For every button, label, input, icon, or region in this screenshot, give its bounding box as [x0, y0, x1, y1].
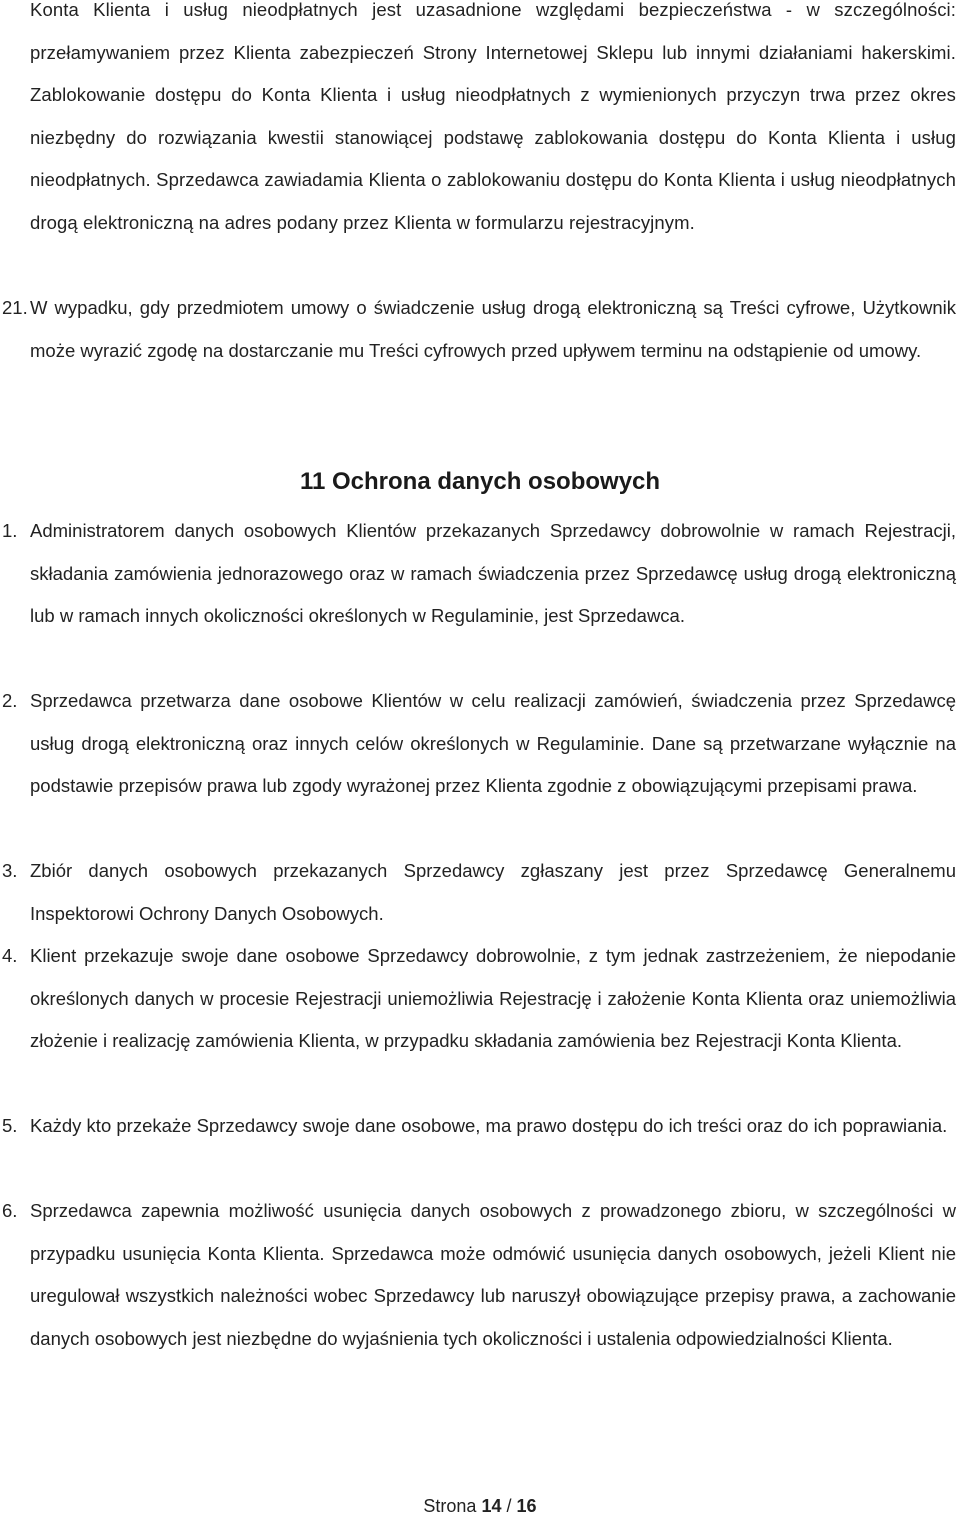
- page-label: Strona: [423, 1496, 477, 1516]
- list-text: Administratorem danych osobowych Klientów przekazanych Sprzedawcy dobrowolnie w ramach Rejestracji, składania zamówienia jednorazowego oraz w ramach świadczenia przez Sprzedawcę usług drogą elektroniczną lub w ramach innych okoliczności określonych w Regulaminie, jest Sprzedawca.: [30, 520, 956, 626]
- list-text: W wypadku, gdy przedmiotem umowy o świadczenie usług drogą elektroniczną są Treści cyfrowe, Użytkownik może wyrazić zgodę na dostarczanie mu Treści cyfrowych przed upływem terminu na odstąpienie od umowy.: [30, 297, 956, 361]
- list-text: Każdy kto przekaże Sprzedawcy swoje dane osobowe, ma prawo dostępu do ich treści oraz do ich poprawiania.: [30, 1115, 948, 1136]
- page-separator: /: [506, 1496, 512, 1516]
- list-item-21: [2, 287, 956, 372]
- page-number-total: 16: [516, 1496, 537, 1516]
- list-number: 1.: [2, 520, 18, 541]
- list-number: 2.: [2, 690, 18, 711]
- list-item: [2, 680, 956, 808]
- section-heading: [0, 462, 960, 502]
- page-footer: [0, 1490, 960, 1522]
- list-text: Sprzedawca przetwarza dane osobowe Klientów w celu realizacji zamówień, świadczenia przez Sprzedawcę usług drogą elektroniczną oraz innych celów określonych w Regulaminie. Dane są przetwarzane wyłącznie na podstawie przepisów prawa lub zgody wyrażonej przez Klienta zgodnie z obowiązującymi przepisami prawa.: [30, 690, 956, 796]
- paragraph-account-block: [30, 0, 956, 244]
- list-number: 4.: [2, 945, 18, 966]
- list-item: [2, 1190, 956, 1360]
- list-item: [2, 510, 956, 638]
- list-number: 21.: [2, 297, 28, 318]
- paragraph-text: Konta Klienta i usług nieodpłatnych jest uzasadnione względami bezpieczeństwa - w szczególności: przełamywaniem przez Klienta zabezpieczeń Strony Internetowej Sklepu lub innymi działaniami hakerskimi. Zablokowanie dostępu do Konta Klienta i usług nieodpłatnych z wymienionych przyczyn trwa przez okres niezbędny do rozwiązania kwestii stanowiącej podstawę zablokowania dostępu do Konta Klienta i usług nieodpłatnych. Sprzedawca zawiadamia Klienta o zablokowaniu dostępu do Konta Klienta i usług nieodpłatnych drogą elektroniczną na adres podany przez Klienta w formularzu rejestracyjnym.: [30, 0, 956, 233]
- list-item: [2, 935, 956, 1063]
- list-number: 6.: [2, 1200, 18, 1221]
- list-number: 5.: [2, 1115, 18, 1136]
- list-number: 3.: [2, 860, 18, 881]
- list-item: [2, 850, 956, 935]
- page-number-current: 14: [481, 1496, 502, 1516]
- list-text: Klient przekazuje swoje dane osobowe Sprzedawcy dobrowolnie, z tym jednak zastrzeżeniem, że niepodanie określonych danych w procesie Rejestracji uniemożliwia Rejestrację i założenie Konta Klienta oraz uniemożliwia złożenie i realizację zamówienia Klienta, w przypadku składania zamówienia bez Rejestracji Konta Klienta.: [30, 945, 956, 1051]
- list-text: Zbiór danych osobowych przekazanych Sprzedawcy zgłaszany jest przez Sprzedawcę Generalnemu Inspektorowi Ochrony Danych Osobowych.: [30, 860, 956, 924]
- heading-text: 11 Ochrona danych osobowych: [299, 468, 661, 495]
- list-item: [2, 1105, 956, 1148]
- list-text: Sprzedawca zapewnia możliwość usunięcia danych osobowych z prowadzonego zbioru, w szczególności w przypadku usunięcia Konta Klienta. Sprzedawca może odmówić usunięcia danych osobowych, jeżeli Klient nie uregulował wszystkich należności wobec Sprzedawcy lub naruszył obowiązujące przepisy prawa, a zachowanie danych osobowych jest niezbędne do wyjaśnienia tych okoliczności i ustalenia odpowiedzialności Klienta.: [30, 1200, 956, 1349]
